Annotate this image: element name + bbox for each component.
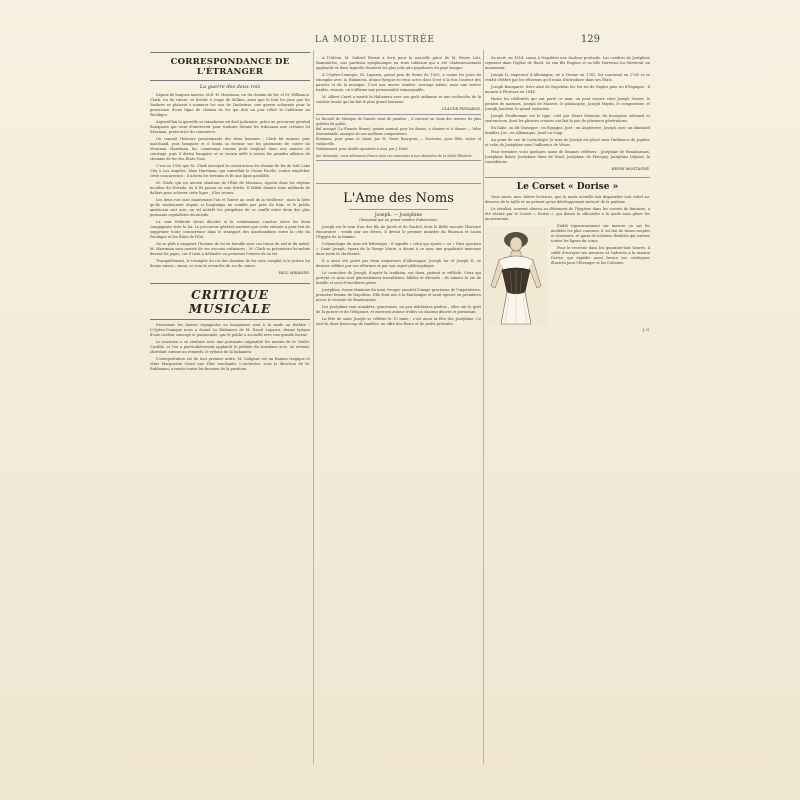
paragraph: L'interprétation est de tout premier ordre. M. Salignac est un Ramon tragique et Mme Marguerite Carré une Pilar touchante. L'orchestre, sous la direction de M. Ruhlmann, a rendu toutes les finesses de la partition. xyxy=(150,357,310,371)
ame-subtitle: Joseph. — Joséphine xyxy=(374,213,423,218)
corset-illustration xyxy=(485,226,547,326)
paragraph: À l'Odéon, M. Gabriel Pierné a écrit pour la nouvelle pièce de M. Pierre Loti, Ramuntcho, une partition symphonique en trois tableaux qui a été chaleureusement applaudie et dans laquelle chantent les plus jolis airs populaires du pays basque. xyxy=(316,56,481,70)
paragraph: Le musicien a su traduire avec une puissante originalité les mœurs de la Vieille-Castille, et l'on a particulièrement applaudi le prélude du troisième acte, où revient, obsédant comme un remords, le rythme de la habanera. xyxy=(150,340,310,354)
masthead-title: LA MODE ILLUSTRÉE xyxy=(314,35,436,45)
ame-body xyxy=(316,225,481,327)
corset-title: Le Corset « Dorise » xyxy=(516,182,619,192)
article-signature: PAUL MIRANDE. xyxy=(278,271,310,275)
corset-intro xyxy=(485,195,650,222)
paragraph: Sa mort, en 1814, causa à Napoléon une douleur profonde. Les cendres de Joséphine reposent dans l'église de Rueil, où son fils Eugène et sa fille Hortense lui élevèrent un monument. xyxy=(485,56,650,70)
paragraph: La cour fédérale devra décider si la combinaison conclue entre les deux compagnies viole la loi. Le procureur général soutient que cette entente a pour but de supprimer toute concurrence dans le transport des marchandises entre la côte du Pacifique et les États de l'Est. xyxy=(150,220,310,239)
ame-signature: HENRI MONTAGNE. xyxy=(611,167,650,171)
section-subtitle: La guerre des deux rois xyxy=(199,84,261,90)
paragraph: La fête de saint Joseph se célèbre le 19 mars ; c'est aussi la fête des Joséphine. Ce jour-là, dans beaucoup de familles, on offre des fleurs et de petits présents. xyxy=(316,317,481,326)
corset-body xyxy=(485,224,650,266)
column-2 xyxy=(316,46,481,768)
paragraph: Les deux rois sont maintenant l'un et l'autre au seuil de la vieillesse ; mais la lutte qu'ils soutiennent depuis si longtemps ne semble pas près de finir, et le public américain suit avec un vif intérêt les péripéties de ce conflit entre deux des plus puissants capitalistes du monde. xyxy=(150,198,310,217)
page-number: 129 xyxy=(580,34,600,45)
paragraph: Au point de vue de l'astrologie, le nom de Joseph est placé sous l'influence de Jupiter, et celui de Joséphine sous l'influence de Vénus. xyxy=(485,138,650,147)
music-notes xyxy=(316,114,481,161)
music-continuation xyxy=(316,56,481,105)
paragraph: Joseph Bonaparte, frère aîné de Napoléon Ier, fut roi de Naples puis roi d'Espagne ; il mourut à Florence en 1844. xyxy=(485,85,650,94)
paragraph: Joseph II, empereur d'Allemagne, né à Vienne en 1741, fut couronné en 1765 et se rendit célèbre par les réformes qu'il tenta d'introduire dans ses États. xyxy=(485,73,650,82)
paragraph: Pour le recevoir dans les quarante-huit heures, il suffit d'envoyer ses mesures et l'adresse à la maison Dorise, qui expédie aussi franco ses catalogues illustrés pour l'Étranger et les Colonies. xyxy=(551,246,650,265)
paragraph: À l'Opéra-Comique, M. Laparra, grand prix de Rome de 1903, a connu les joies du triomphe avec la Habanera, drame lyrique en trois actes dont il est à la fois l'auteur des paroles et de la musique. C'est une œuvre sombre, sauvage même, mais une œuvre hardie, vivante, où s'affirme une personnalité remarquable. xyxy=(316,73,481,92)
note-item: Nuitamment, pour double quintette à vent, par J. Huré. xyxy=(316,147,409,151)
article-body xyxy=(150,93,310,269)
paragraph: Le caractère de Joseph, d'après la tradition, est doux, patient et réfléchi. Ceux qui portent ce nom sont généralement travailleurs, fidèles et dévoués ; ils aiment la vie de famille et sont d'excellents pères. xyxy=(316,271,481,285)
corset-signature: J. G. xyxy=(642,328,650,332)
paragraph: Parmi les célébrités qui ont porté ce nom, on peut encore citer Joseph Vernet, le peintre de marines, Joseph de Maistre, le philosophe, Joseph Haydn, le compositeur, et Joseph Joachim, le grand violoniste. xyxy=(485,97,650,111)
critique-title: CRITIQUE MUSICALE xyxy=(188,288,272,316)
critique-heading-box xyxy=(150,283,310,320)
paragraph: On connaît l'histoire passionnante des deux hommes ; Clark fut mineur, puis marchand, puis banquier et il fonda sa fortune sur les gisements de cuivre du Montana. Harriman, lui, commença comme petit employé dans une maison de courtage, puis il devint banquier et se trouva mêlé à toutes les grandes affaires de chemins de fer des États-Unis. xyxy=(150,137,310,161)
critique-body xyxy=(150,323,310,372)
column-3 xyxy=(485,46,650,768)
title-rule xyxy=(349,209,448,210)
paragraph: Depuis de longues années, M.E.-H. Harriman, roi du chemin de fer, et M. William-A. Clark, roi du cuivre, se livrent à coups de dollars, ainsi que le font les jeux que les Yankees se plaisent à nommer les rois de l'industrie, une guerre acharnée pour la possession d'une ligne de chemin de fer qui doit un jour relier la Californie au Pacifique. xyxy=(150,93,310,117)
column-divider xyxy=(313,50,314,764)
paragraph: Joseph Prudhomme est le type, créé par Henri Monnier, du bourgeois solennel et sentencieux, dont les phrases creuses ont fait la joie de plusieurs générations. xyxy=(485,114,650,123)
corset-heading-box xyxy=(485,177,650,192)
paragraph: Établi rigoureusement sur mesure ou sur les modèles les plus courants, il est fait de tissus souples et résistants, et garni de baleines flexibles qui suivent toutes les lignes du corps. xyxy=(551,224,650,243)
paragraph: Aujourd'hui la querelle se transforme en duel judiciaire, grâce au procureur général Bonaparte qui vient d'intervenir pour traduire devant les tribunaux une certaine loi Sherman, protectrice du commerce. xyxy=(150,120,310,134)
ame-note: (Demandé par un grand nombre d'abonnées). xyxy=(359,218,438,222)
column-1 xyxy=(150,46,310,768)
paragraph: En Italie, on dit Giuseppe ; en Espagne, José ; en Angleterre, Joseph, avec un diminutif familier, Joe ; en Allemagne, Josef ou Sepp. xyxy=(485,126,650,135)
paragraph: M. Clark, qui est ancien sénateur de l'État de Montana, riposta dans les régions incultes du Nevada, où il fit passer sa voie ferrée. Il fallait donner trois milliards de dollars pour achever cette ligne ; il les trouva. xyxy=(150,181,310,195)
ame-heading-box xyxy=(316,183,481,222)
column-divider xyxy=(483,50,484,764)
paragraph: Joséphine, forme féminine du nom, évoque aussitôt l'image gracieuse de l'impératrice, première femme de Napoléon. Elle était née à la Martinique et avait épousé en premières noces le vicomte de Beauharnais. xyxy=(316,288,481,302)
ame-title: L'Ame des Noms xyxy=(343,191,454,206)
ame-continuation xyxy=(485,56,650,165)
notes-footer: Sur demande, nous adressons franco tous ces morceaux à nos abonnées de la Mode Illustrée. xyxy=(316,153,473,158)
paragraph: Tranquillement, le triomphe du roi des chemins de fer sera complet si la justice lui donne raison ; sinon, ce sera la revanche du roi du cuivre. xyxy=(150,259,310,268)
note-item: Romance, pour piano et chant, par M. Henri Bourgeois — Nocturne, pour flûte, violon et violoncelle. xyxy=(316,137,481,146)
paragraph: Joseph est le nom d'un des fils de Jacob et de Rachel, dont la Bible raconte l'histoire émouvante : vendu par ses frères, il devint le premier ministre du Pharaon et sauva l'Égypte de la famine. xyxy=(316,225,481,239)
paragraph: M. Albert Carré a monté la Habanera avec son goût ordinaire et une recherche de la couleur locale qui lui fait le plus grand honneur. xyxy=(316,95,481,104)
section-heading-box xyxy=(150,52,310,81)
music-signature: CLAUDE FINDAROS. xyxy=(441,107,481,111)
paragraph: Désormais les danses espagnoles ou basquaises sont à la mode au théâtre ! L'Opéra-Comique nous a donné La Habanera de M. Raoul Laparra, drame lyrique d'une couleur sauvage et passionnée, que le public a accueilli avec une grande faveur. xyxy=(150,323,310,337)
paragraph: Le résultat, souvent obtenu au détriment de l'hygiène dans les corsets de fantaisie, a été réalisé par le Corset « Dorise », qui donne la silhouette à la mode sans gêner les mouvements. xyxy=(485,207,650,221)
paragraph: Les Joséphine sont aimables, gracieuses, un peu indolentes parfois ; elles ont le goût de la parure et de l'élégance, et exercent autour d'elles un charme discret et persistant. xyxy=(316,305,481,314)
paragraph: L'étymologie du nom est hébraïque : il signifie « celui qui ajoute » ou « Dieu ajoutera ». Saint Joseph, époux de la Vierge Marie, a donné à ce nom une popularité immense dans toute la chrétienté. xyxy=(316,242,481,256)
paragraph: Il a aussi été porté par deux empereurs d'Allemagne, Joseph Ier et Joseph II, ce dernier célèbre par ses réformes et par son esprit philosophique. xyxy=(316,259,481,268)
paragraph: C'est en 1900 que M. Clark entreprit la construction du chemin de fer de Salt Lake City à Los Angeles. Mais Harriman, qui contrôlait le Union Pacific, voulut empêcher cette concurrence ; il acheta les terrains et fit une ligne parallèle. xyxy=(150,164,310,178)
paragraph: Vous savez, mes chères lectrices, que la mode actuelle fait disparaître tout relief au-dessous de la taille et ne permet qu'un développement mesuré de la poitrine. xyxy=(485,195,650,204)
note-item: Bal masqué (La Fiancée Brune), poème musical pour les dames, à chanter et à danser — Valse Sentimentale, musique de nos meilleurs compositeurs. xyxy=(316,127,481,136)
note-item: Le Recueil de Musique de l'année vient de paraître ; il contient un choix des œuvres les plus goûtées du public. xyxy=(316,117,481,126)
paragraph: On se plaît à imaginer l'homme de loi en bataille avec ces titans du rail et du métal. M. Harriman sera assisté de ses avocats ordinaires ; M. Clark se présentera lui-même devant les juges, car il tient à défendre en personne l'œuvre de sa vie. xyxy=(150,242,310,256)
paragraph: Pour terminer, voici quelques noms de femmes célèbres : Joséphine de Beauharnais, Joséphine Baker, Joséphine Mme de Staël, Joséphine de Flavigny, Joséphine Déjazet, la comédienne. xyxy=(485,150,650,164)
section-title: CORRESPONDANCE DE L'ÉTRANGER xyxy=(170,57,290,77)
